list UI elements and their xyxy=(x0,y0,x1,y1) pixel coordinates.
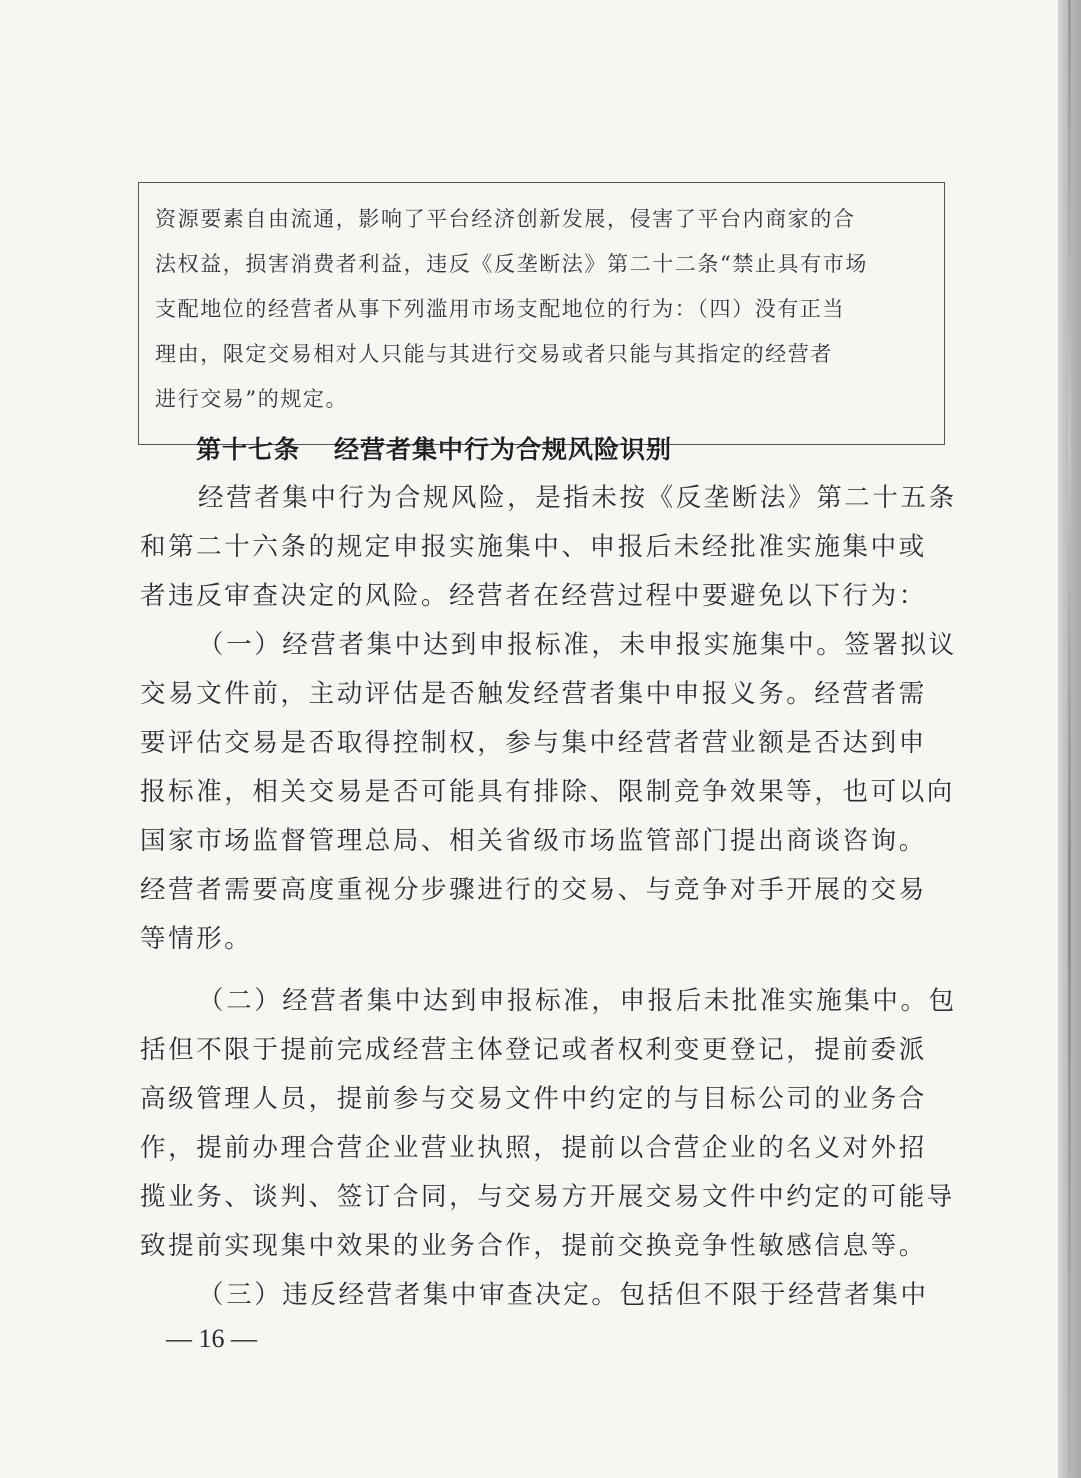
paragraph-line: 经营者集中行为合规风险，是指未按《反垄断法》第二十五条 xyxy=(198,483,957,513)
case-line: 进行交易”的规定。 xyxy=(155,387,349,411)
case-line: 资源要素自由流通，影响了平台经济创新发展，侵害了平台内商家的合 xyxy=(155,207,856,231)
article-body xyxy=(140,474,957,1320)
case-line: 法权益，损害消费者利益，违反《反垄断法》第二十二条“禁止具有市场 xyxy=(155,252,868,276)
paragraph-line: 经营者需要高度重视分步骤进行的交易、与竞争对手开展的交易 xyxy=(140,875,927,905)
paragraph-line: 等情形。 xyxy=(140,924,253,954)
case-line: 支配地位的经营者从事下列滥用市场支配地位的行为：（四）没有正当 xyxy=(155,297,846,321)
paragraph-line: 报标准，相关交易是否可能具有排除、限制竞争效果等，也可以向 xyxy=(140,777,955,807)
paragraph-item-2 xyxy=(140,977,957,1271)
article-heading xyxy=(196,430,672,470)
paragraph-line: 交易文件前，主动评估是否触发经营者集中申报义务。经营者需 xyxy=(140,679,927,709)
paragraph-line: 和第二十六条的规定申报实施集中、申报后未经批准实施集中或 xyxy=(140,532,927,562)
paragraph-spacer xyxy=(140,964,950,977)
paragraph-line: 括但不限于提前完成经营主体登记或者权利变更登记，提前委派 xyxy=(140,1035,927,1065)
article-number: 第十七条 xyxy=(196,435,301,464)
paragraph-line: （二）经营者集中达到申报标准，申报后未批准实施集中。包 xyxy=(198,986,957,1016)
case-example-box xyxy=(138,182,945,445)
paragraph-line: （一）经营者集中达到申报标准，未申报实施集中。签署拟议 xyxy=(198,630,957,660)
paragraph-line: （三）违反经营者集中审查决定。包括但不限于经营者集中 xyxy=(198,1280,929,1310)
case-line: 理由，限定交易相对人只能与其进行交易或者只能与其指定的经营者 xyxy=(155,342,833,366)
paragraph-line: 揽业务、谈判、签订合同，与交易方开展交易文件中约定的可能导 xyxy=(140,1182,955,1212)
paragraph-line: 致提前实现集中效果的业务合作，提前交换竞争性敏感信息等。 xyxy=(140,1231,927,1261)
paragraph-line: 高级管理人员，提前参与交易文件中约定的与目标公司的业务合 xyxy=(140,1084,927,1114)
paragraph-item-3 xyxy=(140,1271,950,1320)
paragraph-line: 国家市场监督管理总局、相关省级市场监管部门提出商谈咨询。 xyxy=(140,826,927,856)
paragraph-line: 者违反审查决定的风险。经营者在经营过程中要避免以下行为： xyxy=(140,581,927,611)
scan-edge xyxy=(1058,0,1081,1478)
paragraph-line: 作，提前办理合营企业营业执照，提前以合营企业的名义对外招 xyxy=(140,1133,927,1163)
page-number: — 16 — xyxy=(166,1324,257,1353)
article-title: 经营者集中行为合规风险识别 xyxy=(334,435,673,464)
paragraph-definition xyxy=(140,474,957,621)
paragraph-line: 要评估交易是否取得控制权，参与集中经营者营业额是否达到申 xyxy=(140,728,927,758)
paragraph-item-1 xyxy=(140,621,957,964)
